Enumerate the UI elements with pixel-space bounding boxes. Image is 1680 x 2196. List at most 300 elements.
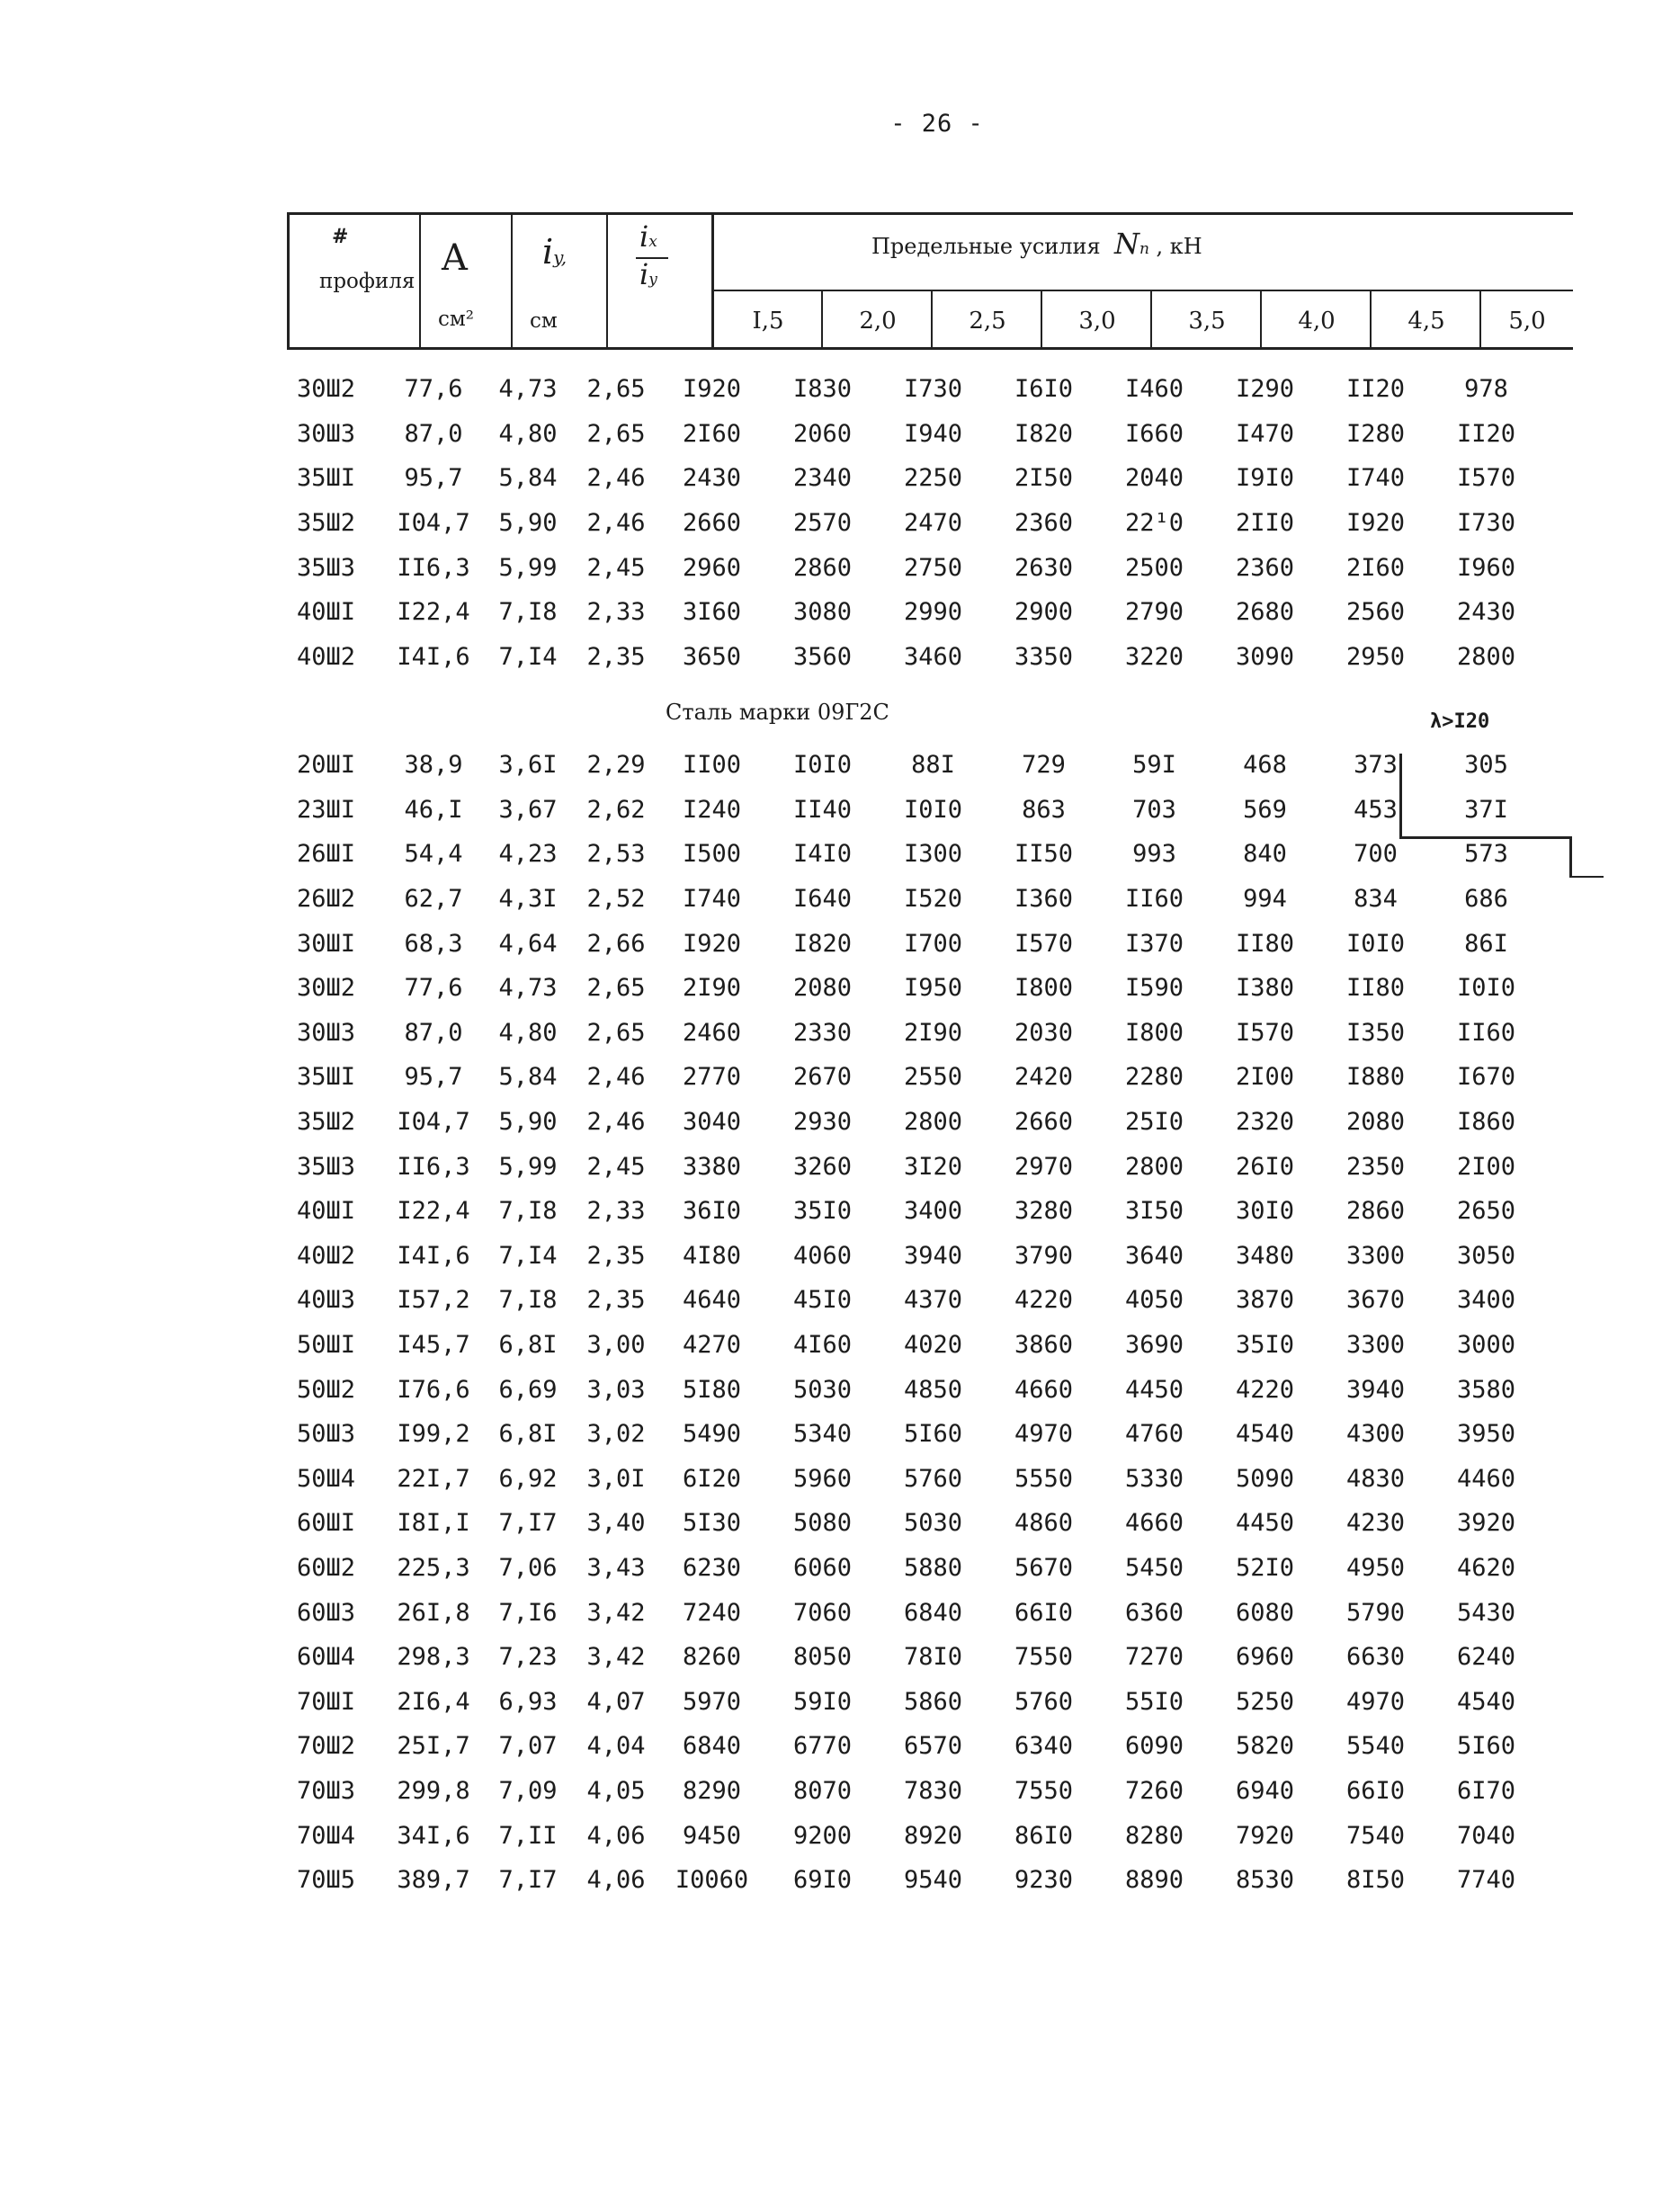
force-cell: 3000 <box>1456 1331 1516 1360</box>
force-cell: II50 <box>1014 840 1074 869</box>
force-cell: 2080 <box>792 974 853 1003</box>
force-cell: 2430 <box>682 464 742 493</box>
table-row <box>297 1457 1541 1502</box>
table-row <box>297 367 1541 412</box>
force-cell: I370 <box>1124 929 1184 958</box>
force-cell: I0060 <box>675 1866 749 1895</box>
force-cell: 7260 <box>1124 1776 1184 1805</box>
iy-cell: 7,I4 <box>498 1241 558 1270</box>
force-cell: I570 <box>1456 464 1516 493</box>
force-cell: 9230 <box>1014 1866 1074 1895</box>
header-bottom-border <box>287 347 1573 350</box>
force-cell: 2360 <box>1235 553 1295 582</box>
ratio-cell: 2,46 <box>586 509 646 538</box>
ratio-cell: 2,53 <box>586 840 646 869</box>
force-cell: 2800 <box>1456 642 1516 671</box>
iy-cell: 5,90 <box>498 1108 558 1137</box>
area-cell: I76,6 <box>397 1375 470 1404</box>
force-cell: 2770 <box>682 1063 742 1092</box>
iy-cell: 6,92 <box>498 1464 558 1493</box>
force-cell: I880 <box>1345 1063 1406 1092</box>
force-cell: I6I0 <box>1014 375 1074 404</box>
force-cell: 6230 <box>682 1553 742 1582</box>
force-cell: 978 <box>1464 375 1508 404</box>
force-cell: 8280 <box>1124 1821 1184 1850</box>
force-cell: 3670 <box>1345 1286 1406 1315</box>
area-cell: I99,2 <box>397 1420 470 1449</box>
force-cell: 3950 <box>1456 1420 1516 1449</box>
table-row <box>297 1100 1541 1145</box>
force-cell: I820 <box>1014 419 1074 448</box>
area-cell: II6,3 <box>397 1152 470 1181</box>
force-cell: 5030 <box>792 1375 853 1404</box>
force-cell: 2650 <box>1456 1197 1516 1226</box>
force-cell: I940 <box>903 419 963 448</box>
force-cell: 4970 <box>1014 1420 1074 1449</box>
force-cell: 2280 <box>1124 1063 1184 1092</box>
profile-cell: 60Ш4 <box>297 1643 356 1672</box>
table-row <box>297 590 1541 635</box>
length-header: 4,0 <box>1298 308 1336 335</box>
area-cell: 225,3 <box>397 1553 470 1582</box>
force-cell: 834 <box>1354 885 1398 914</box>
force-cell: 3260 <box>792 1152 853 1181</box>
ratio-cell: 2,65 <box>586 375 646 404</box>
force-cell: 2800 <box>1124 1152 1184 1181</box>
iy-symbol: iy, <box>542 232 567 272</box>
iy-unit: см <box>530 309 558 333</box>
force-cell: 3790 <box>1014 1241 1074 1270</box>
force-cell: 66I0 <box>1345 1776 1406 1805</box>
force-cell: I0I0 <box>903 795 963 824</box>
force-cell: 3I20 <box>903 1152 963 1181</box>
table-row <box>297 1769 1541 1814</box>
profile-cell: 35Ш3 <box>297 553 356 582</box>
iy-cell: 4,73 <box>498 974 558 1003</box>
force-cell: I730 <box>903 375 963 404</box>
force-cell: I920 <box>682 375 742 404</box>
force-cell: 7060 <box>792 1598 853 1627</box>
force-cell: 3220 <box>1124 642 1184 671</box>
table-row <box>297 1011 1541 1056</box>
force-cell: 3050 <box>1456 1241 1516 1270</box>
table-row <box>297 1412 1541 1457</box>
force-cell: 3580 <box>1456 1375 1516 1404</box>
force-cell: 8920 <box>903 1821 963 1850</box>
force-cell: I470 <box>1235 419 1295 448</box>
iy-cell: 5,84 <box>498 464 558 493</box>
force-cell: 6770 <box>792 1732 853 1761</box>
force-cell: 9540 <box>903 1866 963 1895</box>
force-cell: I0I0 <box>1456 974 1516 1003</box>
area-cell: I8I,I <box>397 1509 470 1538</box>
profile-cell: 30Ш2 <box>297 974 356 1003</box>
force-cell: II20 <box>1345 375 1406 404</box>
profile-cell: 35Ш3 <box>297 1152 356 1181</box>
profile-cell: 35Ш2 <box>297 509 356 538</box>
force-cell: 3940 <box>1345 1375 1406 1404</box>
area-cell: 77,6 <box>404 375 463 404</box>
table-row <box>297 1367 1541 1412</box>
force-cell: 52I0 <box>1235 1553 1295 1582</box>
iy-cell: 7,I7 <box>498 1509 558 1538</box>
force-cell: 2500 <box>1124 553 1184 582</box>
force-cell: 8290 <box>682 1776 742 1805</box>
force-cell: 5330 <box>1124 1464 1184 1493</box>
force-cell: 7550 <box>1014 1776 1074 1805</box>
ratio-numerator: ix <box>639 219 657 254</box>
force-cell: 78I0 <box>903 1643 963 1672</box>
force-cell: 5760 <box>903 1464 963 1493</box>
force-cell: 3090 <box>1235 642 1295 671</box>
force-cell: 3460 <box>903 642 963 671</box>
force-cell: 8530 <box>1235 1866 1295 1895</box>
table-row <box>297 1278 1541 1323</box>
force-cell: 6I70 <box>1456 1776 1516 1805</box>
force-cell: 4270 <box>682 1331 742 1360</box>
profile-cell: 50Ш2 <box>297 1375 356 1404</box>
length-header: I,5 <box>752 308 784 335</box>
force-cell: I920 <box>682 929 742 958</box>
table-row <box>297 1590 1541 1635</box>
force-cell: 5090 <box>1235 1464 1295 1493</box>
ratio-cell: 2,29 <box>586 751 646 780</box>
force-cell: I740 <box>1345 464 1406 493</box>
force-cell: 5880 <box>903 1553 963 1582</box>
force-cell: 35I0 <box>1235 1331 1295 1360</box>
force-cell: 2430 <box>1456 598 1516 627</box>
force-cell: 6960 <box>1235 1643 1295 1672</box>
force-cell: 5I30 <box>682 1509 742 1538</box>
force-cell: II40 <box>792 795 853 824</box>
force-cell: 305 <box>1464 751 1508 780</box>
force-cell: 4620 <box>1456 1553 1516 1582</box>
force-cell: 9450 <box>682 1821 742 1850</box>
force-cell: 4460 <box>1456 1464 1516 1493</box>
table-row <box>297 1679 1541 1724</box>
force-cell: 5030 <box>903 1509 963 1538</box>
force-cell: 6940 <box>1235 1776 1295 1805</box>
force-cell: 86I0 <box>1014 1821 1074 1850</box>
profile-cell: 70Ш5 <box>297 1866 356 1895</box>
length-header: 5,0 <box>1508 308 1546 335</box>
force-cell: I0I0 <box>792 751 853 780</box>
force-cell: 36I0 <box>682 1197 742 1226</box>
area-cell: 298,3 <box>397 1643 470 1672</box>
iy-cell: 6,93 <box>498 1687 558 1716</box>
force-cell: 2550 <box>903 1063 963 1092</box>
force-cell: 3400 <box>1456 1286 1516 1315</box>
ratio-cell: 3,03 <box>586 1375 646 1404</box>
force-cell: 4450 <box>1124 1375 1184 1404</box>
iy-cell: 3,6I <box>498 751 558 780</box>
ratio-cell: 4,06 <box>586 1866 646 1895</box>
section-title: Сталь марки 09Г2С <box>666 700 889 725</box>
force-cell: 6240 <box>1456 1643 1516 1672</box>
iy-cell: 4,80 <box>498 419 558 448</box>
iy-cell: 7,I4 <box>498 642 558 671</box>
profile-cell: 70Ш4 <box>297 1821 356 1850</box>
force-cell: 2360 <box>1014 509 1074 538</box>
table-row <box>297 743 1541 788</box>
force-cell: 37I <box>1464 795 1508 824</box>
force-cell: 3380 <box>682 1152 742 1181</box>
force-table-09g2s <box>297 743 1541 1902</box>
force-cell: 3690 <box>1124 1331 1184 1360</box>
profile-cell: 30Ш3 <box>297 1018 356 1047</box>
force-cell: 994 <box>1243 885 1287 914</box>
force-cell: 7740 <box>1456 1866 1516 1895</box>
force-cell: 4760 <box>1124 1420 1184 1449</box>
force-cell: 2960 <box>682 553 742 582</box>
force-cell: 5540 <box>1345 1732 1406 1761</box>
iy-cell: 7,I8 <box>498 1286 558 1315</box>
iy-cell: 5,90 <box>498 509 558 538</box>
force-cell: 686 <box>1464 885 1508 914</box>
force-cell: I360 <box>1014 885 1074 914</box>
iy-cell: 5,99 <box>498 1152 558 1181</box>
area-cell: 62,7 <box>404 885 463 914</box>
force-cell: 2860 <box>1345 1197 1406 1226</box>
force-cell: 3400 <box>903 1197 963 1226</box>
force-cell: 4660 <box>1014 1375 1074 1404</box>
ratio-cell: 3,42 <box>586 1643 646 1672</box>
page-number: - 26 - <box>890 110 984 138</box>
table-row <box>297 635 1541 680</box>
header-col-divider <box>419 212 421 350</box>
table-row <box>297 1858 1541 1903</box>
force-cell: 4640 <box>682 1286 742 1315</box>
iy-cell: 7,II <box>498 1821 558 1850</box>
force-cell: 3040 <box>682 1108 742 1137</box>
area-cell: 26I,8 <box>397 1598 470 1627</box>
profile-cell: 60ШI <box>297 1509 356 1538</box>
force-cell: I0I0 <box>1345 929 1406 958</box>
force-cell: 5I80 <box>682 1375 742 1404</box>
force-cell: 3920 <box>1456 1509 1516 1538</box>
force-cell: II80 <box>1345 974 1406 1003</box>
area-cell: 77,6 <box>404 974 463 1003</box>
force-cell: 2330 <box>792 1018 853 1047</box>
force-cell: 703 <box>1132 795 1176 824</box>
lambda-boundary-line <box>1569 876 1604 878</box>
profile-cell: 30ШI <box>297 929 356 958</box>
force-cell: 2I00 <box>1235 1063 1295 1092</box>
force-cell: II00 <box>682 751 742 780</box>
profile-cell: 40ШI <box>297 598 356 627</box>
ratio-cell: 3,43 <box>586 1553 646 1582</box>
profile-cell: 50Ш4 <box>297 1464 356 1493</box>
table-row <box>297 966 1541 1011</box>
table-row <box>297 1635 1541 1680</box>
ratio-denominator: iy <box>639 257 657 291</box>
force-cell: I280 <box>1345 419 1406 448</box>
area-cell: I04,7 <box>397 509 470 538</box>
table-row <box>297 832 1541 877</box>
iy-cell: 7,23 <box>498 1643 558 1672</box>
iy-cell: 5,84 <box>498 1063 558 1092</box>
table-row <box>297 1234 1541 1279</box>
force-cell: 8890 <box>1124 1866 1184 1895</box>
force-cell: 8260 <box>682 1643 742 1672</box>
force-cell: II80 <box>1235 929 1295 958</box>
table-row <box>297 1323 1541 1368</box>
ratio-cell: 2,35 <box>586 1241 646 1270</box>
iy-cell: 4,3I <box>498 885 558 914</box>
force-cell: 2040 <box>1124 464 1184 493</box>
force-cell: I520 <box>903 885 963 914</box>
force-cell: 2670 <box>792 1063 853 1092</box>
force-cell: 5I60 <box>903 1420 963 1449</box>
force-cell: 2I90 <box>682 974 742 1003</box>
force-cell: I9I0 <box>1235 464 1295 493</box>
ratio-cell: 3,0I <box>586 1464 646 1493</box>
force-cell: 7240 <box>682 1598 742 1627</box>
header-length-divider <box>713 290 1573 291</box>
force-cell: 7540 <box>1345 1821 1406 1850</box>
force-cell: I290 <box>1235 375 1295 404</box>
profile-cell: 60Ш3 <box>297 1598 356 1627</box>
force-cell: 2800 <box>903 1108 963 1137</box>
force-cell: 5250 <box>1235 1687 1295 1716</box>
table-row <box>297 1546 1541 1591</box>
length-header: 3,0 <box>1078 308 1116 335</box>
profile-cell: 35ШI <box>297 1063 356 1092</box>
iy-cell: 3,67 <box>498 795 558 824</box>
force-cell: 30I0 <box>1235 1197 1295 1226</box>
force-cell: 4I60 <box>792 1331 853 1360</box>
profile-cell: 40ШI <box>297 1197 356 1226</box>
force-cell: I820 <box>792 929 853 958</box>
force-cell: I960 <box>1456 553 1516 582</box>
force-cell: I670 <box>1456 1063 1516 1092</box>
force-cell: 2I90 <box>903 1018 963 1047</box>
profile-cell: 30Ш3 <box>297 419 356 448</box>
force-cell: I590 <box>1124 974 1184 1003</box>
area-cell: 46,I <box>404 795 463 824</box>
force-cell: 5450 <box>1124 1553 1184 1582</box>
force-cell: 2930 <box>792 1108 853 1137</box>
table-row <box>297 412 1541 457</box>
force-cell: I700 <box>903 929 963 958</box>
table-header <box>287 212 1573 351</box>
area-cell: I4I,6 <box>397 642 470 671</box>
force-cell: I800 <box>1124 1018 1184 1047</box>
area-cell: 25I,7 <box>397 1732 470 1761</box>
force-cell: 5340 <box>792 1420 853 1449</box>
header-col-divider <box>606 212 608 350</box>
area-cell: I22,4 <box>397 1197 470 1226</box>
force-cell: 6630 <box>1345 1643 1406 1672</box>
force-cell: 7830 <box>903 1776 963 1805</box>
force-cell: 5490 <box>682 1420 742 1449</box>
profile-cell: 70ШI <box>297 1687 356 1716</box>
length-header: 2,0 <box>859 308 897 335</box>
area-cell: 95,7 <box>404 464 463 493</box>
length-header: 2,5 <box>969 308 1006 335</box>
force-cell: I570 <box>1014 929 1074 958</box>
force-cell: 5430 <box>1456 1598 1516 1627</box>
force-cell: 4450 <box>1235 1509 1295 1538</box>
ratio-cell: 2,46 <box>586 1063 646 1092</box>
force-cell: I920 <box>1345 509 1406 538</box>
table-row <box>297 456 1541 501</box>
force-cell: 4860 <box>1014 1509 1074 1538</box>
area-cell: I45,7 <box>397 1331 470 1360</box>
area-cell: I04,7 <box>397 1108 470 1137</box>
ratio-cell: 4,07 <box>586 1687 646 1716</box>
force-cell: 6060 <box>792 1553 853 1582</box>
force-cell: 4230 <box>1345 1509 1406 1538</box>
table-row <box>297 1144 1541 1189</box>
force-cell: II20 <box>1456 419 1516 448</box>
force-cell: 2560 <box>1345 598 1406 627</box>
force-cell: 3860 <box>1014 1331 1074 1360</box>
force-cell: I240 <box>682 795 742 824</box>
table-row <box>297 877 1541 922</box>
ratio-cell: 2,65 <box>586 1018 646 1047</box>
force-cell: 2950 <box>1345 642 1406 671</box>
area-cell: II6,3 <box>397 553 470 582</box>
force-cell: 86I <box>1464 929 1508 958</box>
force-cell: 2680 <box>1235 598 1295 627</box>
force-cell: 4I80 <box>682 1241 742 1270</box>
profile-cell: 26ШI <box>297 840 356 869</box>
force-cell: 3I50 <box>1124 1197 1184 1226</box>
force-cell: 993 <box>1132 840 1176 869</box>
force-cell: 2990 <box>903 598 963 627</box>
force-cell: 7550 <box>1014 1643 1074 1672</box>
force-cell: I350 <box>1345 1018 1406 1047</box>
profile-cell: 23ШI <box>297 795 356 824</box>
force-cell: 3870 <box>1235 1286 1295 1315</box>
force-cell: 5820 <box>1235 1732 1295 1761</box>
ratio-cell: 2,46 <box>586 1108 646 1137</box>
force-cell: 5I60 <box>1456 1732 1516 1761</box>
force-cell: 69I0 <box>792 1866 853 1895</box>
header-top-border <box>287 212 1573 215</box>
area-cell: I57,2 <box>397 1286 470 1315</box>
ratio-cell: 2,45 <box>586 553 646 582</box>
force-cell: 4220 <box>1014 1286 1074 1315</box>
force-cell: 59I <box>1132 751 1176 780</box>
force-table-top <box>297 367 1541 679</box>
force-cell: 2080 <box>1345 1108 1406 1137</box>
force-cell: 2I60 <box>1345 553 1406 582</box>
force-cell: 3480 <box>1235 1241 1295 1270</box>
force-cell: 6I20 <box>682 1464 742 1493</box>
force-cell: 4370 <box>903 1286 963 1315</box>
iy-cell: 7,09 <box>498 1776 558 1805</box>
ratio-cell: 2,35 <box>586 642 646 671</box>
force-cell: 5080 <box>792 1509 853 1538</box>
area-cell: I4I,6 <box>397 1241 470 1270</box>
force-cell: 2I00 <box>1456 1152 1516 1181</box>
ratio-cell: 2,46 <box>586 464 646 493</box>
iy-cell: 7,I8 <box>498 598 558 627</box>
force-cell: 55I0 <box>1124 1687 1184 1716</box>
iy-cell: 6,69 <box>498 1375 558 1404</box>
lambda-boundary-line <box>1569 836 1572 878</box>
force-cell: 2750 <box>903 553 963 582</box>
force-cell: 2470 <box>903 509 963 538</box>
force-cell: 7270 <box>1124 1643 1184 1672</box>
table-row <box>297 501 1541 546</box>
force-cell: I640 <box>792 885 853 914</box>
force-cell: 569 <box>1243 795 1287 824</box>
force-cell: 4540 <box>1456 1687 1516 1716</box>
profile-cell: 50Ш3 <box>297 1420 356 1449</box>
